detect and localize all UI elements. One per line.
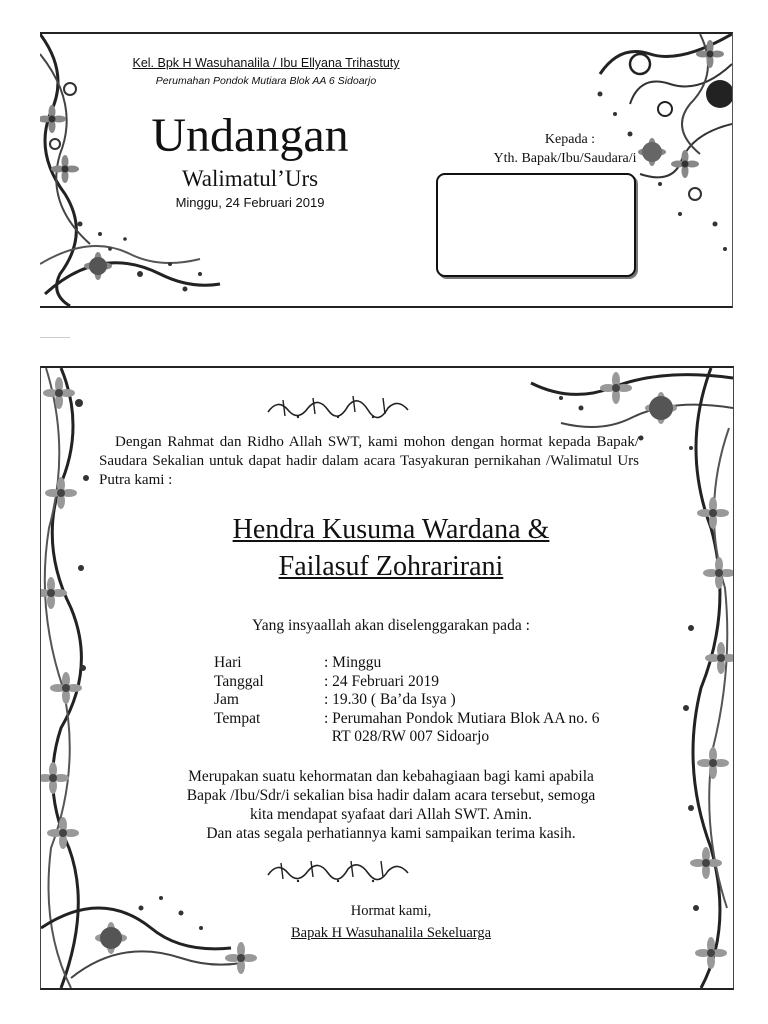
closing-paragraph [121,767,661,843]
schedule-intro: Yang insyaallah akan diselenggarakan pada : [252,617,530,634]
sender-address: Perumahan Pondok Mutiara Blok AA 6 Sidoarjo [155,75,377,87]
schedule-label: Jam [214,691,239,708]
couple-name-line2: Failasuf Zohrarirani [278,551,504,582]
regards-text: Hormat kami, [350,903,432,919]
invitation-card [40,366,734,990]
schedule-value: RT 028/RW 007 Sidoarjo [324,728,490,745]
schedule-label [214,728,324,747]
schedule-row [214,673,600,692]
to-label: Kepada : [544,132,596,147]
schedule-value: : Minggu [324,654,382,671]
invitation-title: Undangan [151,109,349,162]
envelope-card [40,32,733,308]
sender-name: Kel. Bpk H Wasuhanalila / Ibu Ellyana Trihastuty [132,56,400,70]
schedule-row [214,728,600,747]
event-schedule [214,654,600,747]
schedule-value: : 19.30 ( Ba’da Isya ) [324,691,456,708]
intro-paragraph [99,433,639,490]
salam-calligraphy [263,390,413,420]
invitation-subtitle: Walimatul’Urs [181,166,319,191]
closing-line: Dan atas segala perhatiannya kami sampaikan terima kasih. [206,825,576,842]
schedule-value: : Perumahan Pondok Mutiara Blok AA no. 6 [324,709,600,727]
signer-name: Bapak H Wasuhanalila Sekeluarga [290,925,492,941]
schedule-row [214,691,600,710]
schedule-row [214,710,600,729]
to-salutation: Yth. Bapak/Ibu/Saudara/i [493,151,637,166]
intro-text: Dengan Rahmat dan Ridho Allah SWT, kami mohon dengan hormat kepada Bapak/ Saudara Sekalian untuk dapat hadir dalam acara Tasyakuran pernikahan /Walimatul Urs Putra kami : [99,434,639,488]
recipient-address-box [436,173,636,277]
separator [40,337,70,338]
closing-line: Bapak /Ibu/Sdr/i sekalian bisa hadir dalam acara tersebut, semoga [186,787,596,804]
schedule-value: : 24 Februari 2019 [324,672,439,690]
couple-name-line1: Hendra Kusuma Wardana & [232,514,550,545]
event-date: Minggu, 24 Februari 2019 [175,195,325,210]
schedule-row [214,654,600,673]
schedule-label: Hari [214,654,242,671]
salam-calligraphy-closing [263,855,413,885]
closing-line: kita mendapat syafaat dari Allah SWT. Amin. [249,806,533,823]
schedule-label: Tanggal [214,672,264,690]
closing-line: Merupakan suatu kehormatan dan kebahagiaan bagi kami apabila [188,768,594,785]
schedule-label: Tempat [214,709,261,727]
